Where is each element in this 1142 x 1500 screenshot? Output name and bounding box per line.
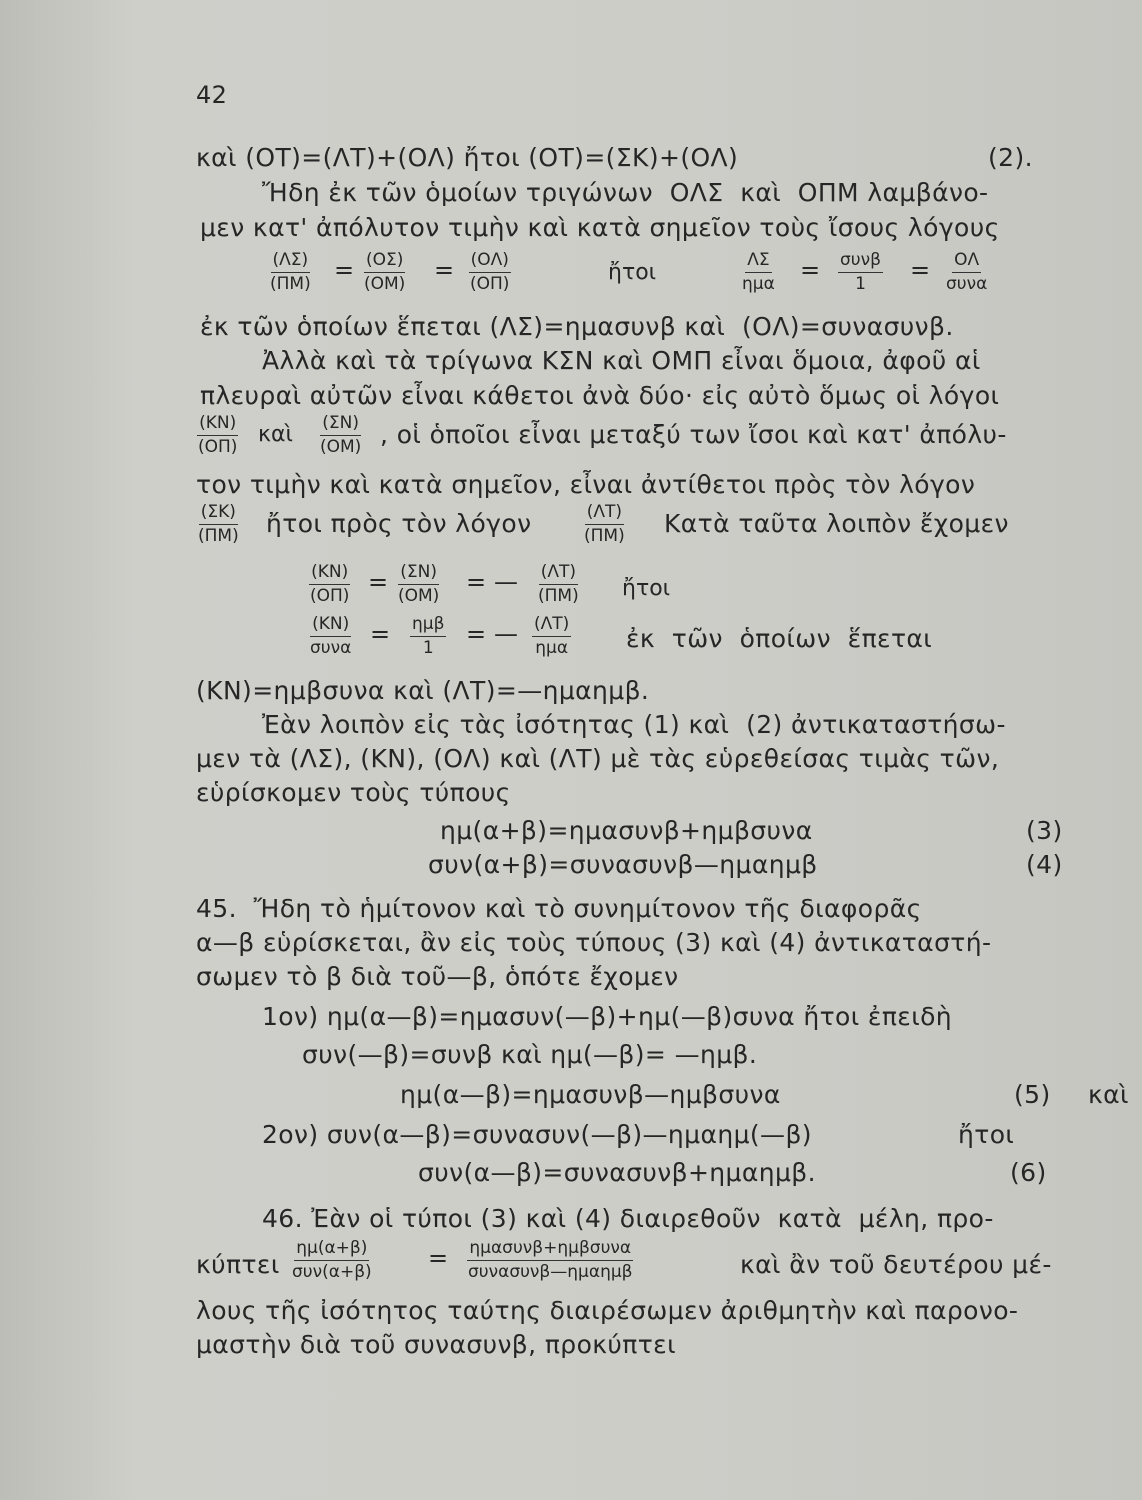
minus-sign: — [494, 568, 518, 596]
denominator: (ΟΜ) [398, 586, 440, 606]
fraction-os-om [362, 250, 407, 295]
text-line-11: Ἐὰν λοιπὸν εἰς τὰς ἰσότητας (1) καὶ (2) ἀντικαταστήσω- [262, 710, 1006, 739]
numerator: (ΛΣ) [271, 250, 311, 273]
text-line-9-rest: Κατὰ ταῦτα λοιπὸν ἔχομεν [664, 509, 1009, 538]
equals-sign: = [800, 256, 821, 284]
text-line-23: μαστὴν διὰ τοῦ συνασυνβ, προκύπτει [196, 1330, 676, 1359]
fraction-tan-sum [290, 1238, 374, 1283]
fraction-imb-1 [410, 614, 446, 659]
text-line-3: μεν κατ' ἀπόλυτον τιμὴν καὶ κατὰ σημεῖον τοὺς ἴσους λόγους [200, 213, 1000, 242]
denominator: συνα [946, 274, 988, 294]
numerator: (ΣΚ) [199, 502, 238, 525]
word-kai: καὶ [258, 422, 293, 447]
denominator: (ΠΜ) [584, 526, 625, 546]
formula-6-number: (6) [1010, 1158, 1047, 1187]
denominator: συνα [310, 638, 352, 658]
word-etoi-2: ἤτοι [622, 576, 671, 601]
text-line-13: εὑρίσκομεν τοὺς τύπους [196, 778, 511, 807]
denominator: (ΟΠ) [470, 274, 510, 294]
fraction-lt-ima [532, 614, 571, 659]
fraction-ls-pm [268, 250, 313, 295]
numerator: ημ(α+β) [294, 1238, 369, 1261]
denominator: 1 [422, 638, 434, 658]
page-number: 42 [196, 81, 228, 109]
text-line-10: (ΚΝ)=ημβσυνα καὶ (ΛΤ)=—ημαημβ. [196, 676, 650, 705]
equals-sign: = [370, 620, 391, 648]
section-45-line-1: 45. Ἤδη τὸ ἡμίτονον καὶ τὸ συνημίτονον τῆς διαφορᾶς [196, 894, 922, 923]
equals-sign: = [334, 256, 355, 284]
text-line-4: ἐκ τῶν ὁποίων ἕπεται (ΛΣ)=ημασυνβ καὶ (ΟΛ)=συνασυνβ. [200, 312, 954, 341]
fraction-kn-op-2 [308, 562, 351, 607]
numerator: (ΚΝ) [309, 562, 350, 585]
text-line-22: λους τῆς ἰσότητος ταύτης διαιρέσωμεν ἀριθμητὴν καὶ παρονο- [196, 1296, 1019, 1325]
section-45-line-3: σωμεν τὸ β διὰ τοῦ—β, ὁπότε ἔχομεν [196, 962, 679, 991]
word-etoi: ἤτοι [608, 260, 657, 285]
denominator: (ΟΜ) [364, 274, 406, 294]
fraction-sn-om [318, 413, 363, 458]
text-line-19-etoi: ἤτοι [958, 1120, 1015, 1149]
fraction-sn-om-2 [396, 562, 441, 607]
denominator: (ΟΠ) [198, 437, 238, 457]
numerator: (ΛΤ) [532, 614, 571, 637]
numerator: (ΛΤ) [539, 562, 578, 585]
numerator: (ΣΝ) [320, 413, 361, 436]
fraction-synb-1 [838, 250, 883, 295]
fraction-ol-op [468, 250, 511, 295]
formula-5: ημ(α—β)=ημασυνβ—ημβσυνα [400, 1080, 781, 1109]
formula-4-number: (4) [1026, 850, 1063, 879]
equals-sign: = [368, 568, 389, 596]
text-line-5: Ἀλλὰ καὶ τὰ τρίγωνα ΚΣΝ καὶ ΟΜΠ εἶναι ὅμοια, ἀφοῦ αἱ [262, 346, 981, 375]
fraction-lt-pm-2 [536, 562, 581, 607]
text-line-8: τον τιμὴν καὶ κατὰ σημεῖον, εἶναι ἀντίθετοι πρὸς τὸν λόγον [196, 470, 976, 499]
denominator: (ΠΜ) [538, 586, 579, 606]
denominator: (ΟΜ) [320, 437, 362, 457]
minus-sign: — [494, 620, 518, 648]
formula-5-kai: καὶ [1088, 1080, 1129, 1109]
text-line-1: καὶ (ΟΤ)=(ΛΤ)+(ΟΛ) ἤτοι (ΟΤ)=(ΣΚ)+(ΟΛ) [196, 143, 739, 172]
fraction-kn-op [196, 413, 239, 458]
text-line-17: 1ον) ημ(α—β)=ημασυν(—β)+ημ(—β)συνα ἤτοι ἐπειδὴ [262, 1002, 953, 1031]
text-line-19: 2ον) συν(α—β)=συνασυν(—β)—ημαημ(—β) [262, 1120, 812, 1149]
denominator: (ΠΜ) [198, 526, 239, 546]
text-line-2: Ἤδη ἐκ τῶν ὁμοίων τριγώνων ΟΛΣ καὶ ΟΠΜ λαμβάνο- [262, 178, 989, 207]
equals-sign: = [466, 620, 487, 648]
text-line-12: μεν τὰ (ΛΣ), (ΚΝ), (ΟΛ) καὶ (ΛΤ) μὲ τὰς εὑρεθείσας τιμὰς τῶν, [196, 744, 1000, 773]
numerator: συνβ [838, 250, 883, 273]
numerator: ΟΛ [952, 250, 981, 273]
numerator: ημβ [410, 614, 446, 637]
fraction-ls-ima [740, 250, 777, 295]
section-45-line-2: α—β εὑρίσκεται, ἂν εἰς τοὺς τύπους (3) καὶ (4) ἀντικαταστή- [196, 928, 992, 957]
text-line-6: πλευραὶ αὐτῶν εἶναι κάθετοι ἀνὰ δύο· εἰς αὐτὸ ὅμως οἱ λόγοι [200, 381, 1000, 410]
text-line-21-rest: καὶ ἂν τοῦ δευτέρου μέ- [740, 1250, 1052, 1279]
formula-5-number: (5) [1014, 1080, 1051, 1109]
fraction-tan-expansion [466, 1238, 635, 1283]
section-46-line-1: 46. Ἐὰν οἱ τύποι (3) καὶ (4) διαιρεθοῦν κατὰ μέλη, προ- [262, 1204, 994, 1233]
numerator: (ΟΛ) [469, 250, 511, 273]
denominator: ημα [535, 638, 569, 658]
numerator: (ΣΝ) [398, 562, 439, 585]
equals-sign: = [434, 256, 455, 284]
equals-sign: = [466, 568, 487, 596]
text-line-eq3-rest: ἐκ τῶν ὁποίων ἕπεται [626, 624, 933, 653]
equals-sign: = [910, 256, 931, 284]
equation-number-2: (2). [988, 143, 1033, 172]
fraction-kn-syna [308, 614, 353, 659]
denominator: (ΟΠ) [310, 586, 350, 606]
equals-sign: = [428, 1244, 449, 1272]
fraction-lt-pm [582, 502, 627, 547]
denominator: (ΠΜ) [270, 274, 311, 294]
denominator: ημα [742, 274, 775, 294]
formula-6: συν(α—β)=συνασυνβ+ημαημβ. [418, 1158, 816, 1187]
numerator: (ΚΝ) [310, 614, 351, 637]
numerator: ημασυνβ+ημβσυνα [467, 1238, 633, 1261]
formula-3: ημ(α+β)=ημασυνβ+ημβσυνα [440, 816, 813, 845]
fraction-sk-pm [196, 502, 241, 547]
denominator: 1 [855, 274, 866, 294]
text-line-18: συν(—β)=συνβ καὶ ημ(—β)= —ημβ. [302, 1040, 758, 1069]
numerator: ΛΣ [745, 250, 771, 273]
numerator: (ΚΝ) [197, 413, 238, 436]
formula-3-number: (3) [1026, 816, 1063, 845]
fraction-ol-syna [944, 250, 989, 295]
denominator: συνασυνβ—ημαημβ [468, 1262, 633, 1282]
text-line-7: , οἱ ὁποῖοι εἶναι μεταξύ των ἴσοι καὶ κατ' ἀπόλυ- [380, 420, 1007, 449]
denominator: συν(α+β) [292, 1262, 372, 1282]
text-line-9-mid: ἤτοι πρὸς τὸν λόγον [266, 509, 532, 538]
formula-4: συν(α+β)=συνασυνβ—ημαημβ [428, 850, 818, 879]
text-line-21-pre: κύπτει [196, 1250, 280, 1279]
numerator: (ΛΤ) [585, 502, 624, 525]
numerator: (ΟΣ) [364, 250, 405, 273]
